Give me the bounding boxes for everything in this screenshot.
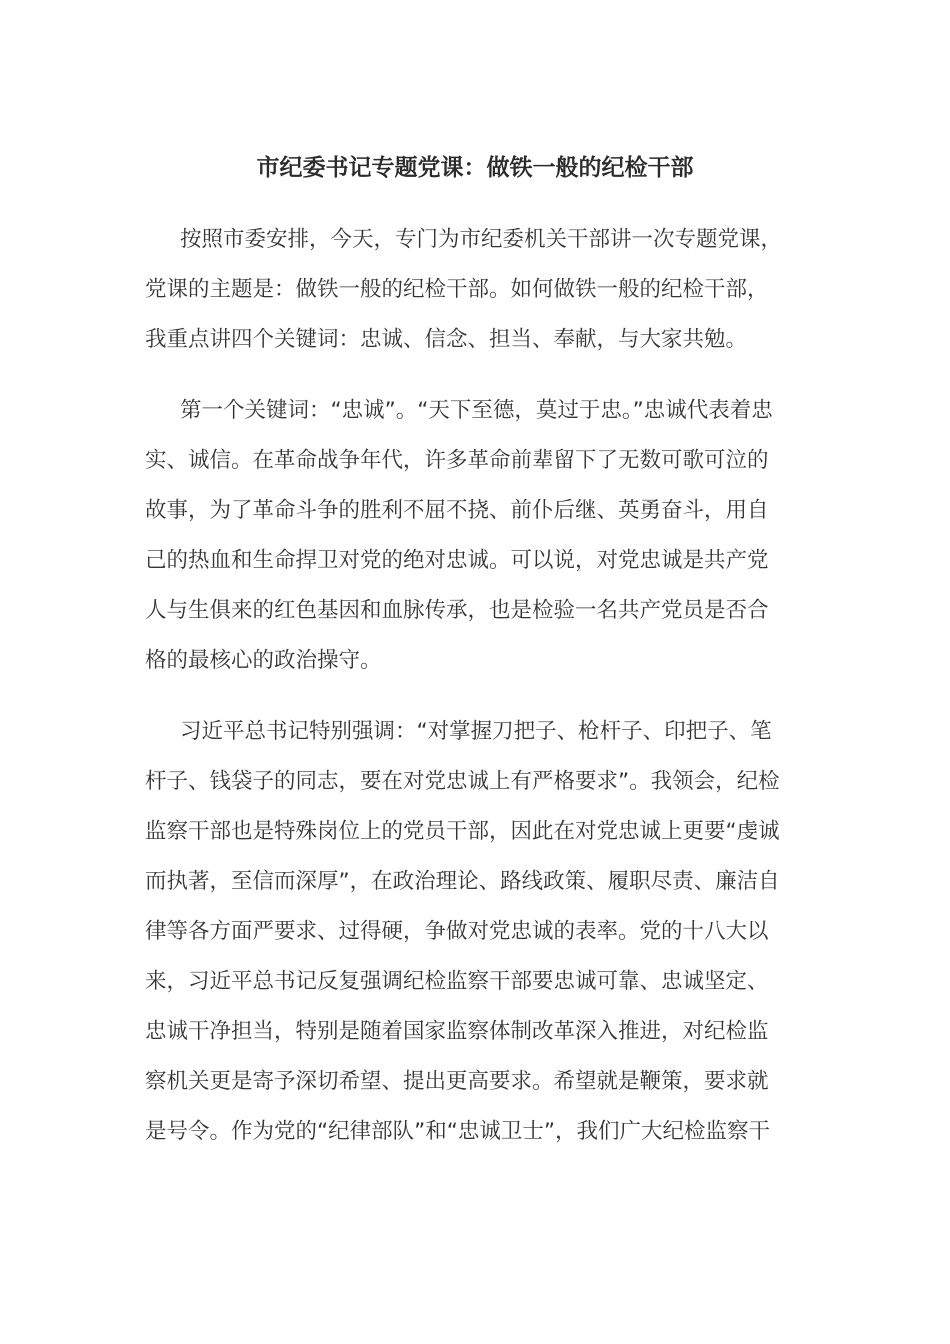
text-line: 监察干部也是特殊岗位上的党员干部，因此在对党忠诚上更要“虔诚 [145,819,780,844]
paragraph-intro [145,215,815,365]
text-line: 杆子、钱袋子的同志，要在对党忠诚上有严格要求”。我领会，纪检 [145,769,780,794]
text-line: 故事，为了革命斗争的胜利不屈不挠、前仆后继、英勇奋斗，用自 [145,498,769,523]
text-line: 忠诚干净担当，特别是随着国家监察体制改革深入推进，对纪检监 [145,1019,769,1044]
text-line: 党课的主题是：做铁一般的纪检干部。如何做铁一般的纪检干部， [145,277,769,302]
text-line: 我重点讲四个关键词：忠诚、信念、担当、奉献，与大家共勉。 [145,327,748,352]
document-title: 市纪委书记专题党课：做铁一般的纪检干部 [256,155,694,181]
text-line: 实、诚信。在革命战争年代，许多革命前辈留下了无数可歌可泣的 [145,448,769,473]
text-line: 第一个关键词：“忠诚”。“天下至德，莫过于忠。”忠诚代表着忠 [180,398,773,423]
text-line: 格的最核心的政治操守。 [145,648,382,673]
paragraph-xi-quote [145,707,815,1157]
paragraph-loyalty [145,386,815,686]
text-line: 人与生俱来的红色基因和血脉传承，也是检验一名共产党员是否合 [145,598,769,623]
text-line: 是号令。作为党的“纪律部队”和“忠诚卫士”，我们广大纪检监察干 [145,1119,771,1144]
text-line: 按照市委安排，今天，专门为市纪委机关干部讲一次专题党课， [180,227,783,252]
text-line: 律等各方面严要求、过得硬，争做对党忠诚的表率。党的十八大以 [145,919,769,944]
text-line: 习近平总书记特别强调：“对掌握刀把子、枪杆子、印把子、笔 [180,719,772,744]
text-line: 己的热血和生命捍卫对党的绝对忠诚。可以说，对党忠诚是共产党 [145,548,769,573]
text-line: 而执著，至信而深厚”，在政治理论、路线政策、履职尽责、廉洁自 [145,869,780,894]
text-line: 来，习近平总书记反复强调纪检监察干部要忠诚可靠、忠诚坚定、 [145,969,769,994]
text-line: 察机关更是寄予深切希望、提出更高要求。希望就是鞭策，要求就 [145,1069,769,1094]
